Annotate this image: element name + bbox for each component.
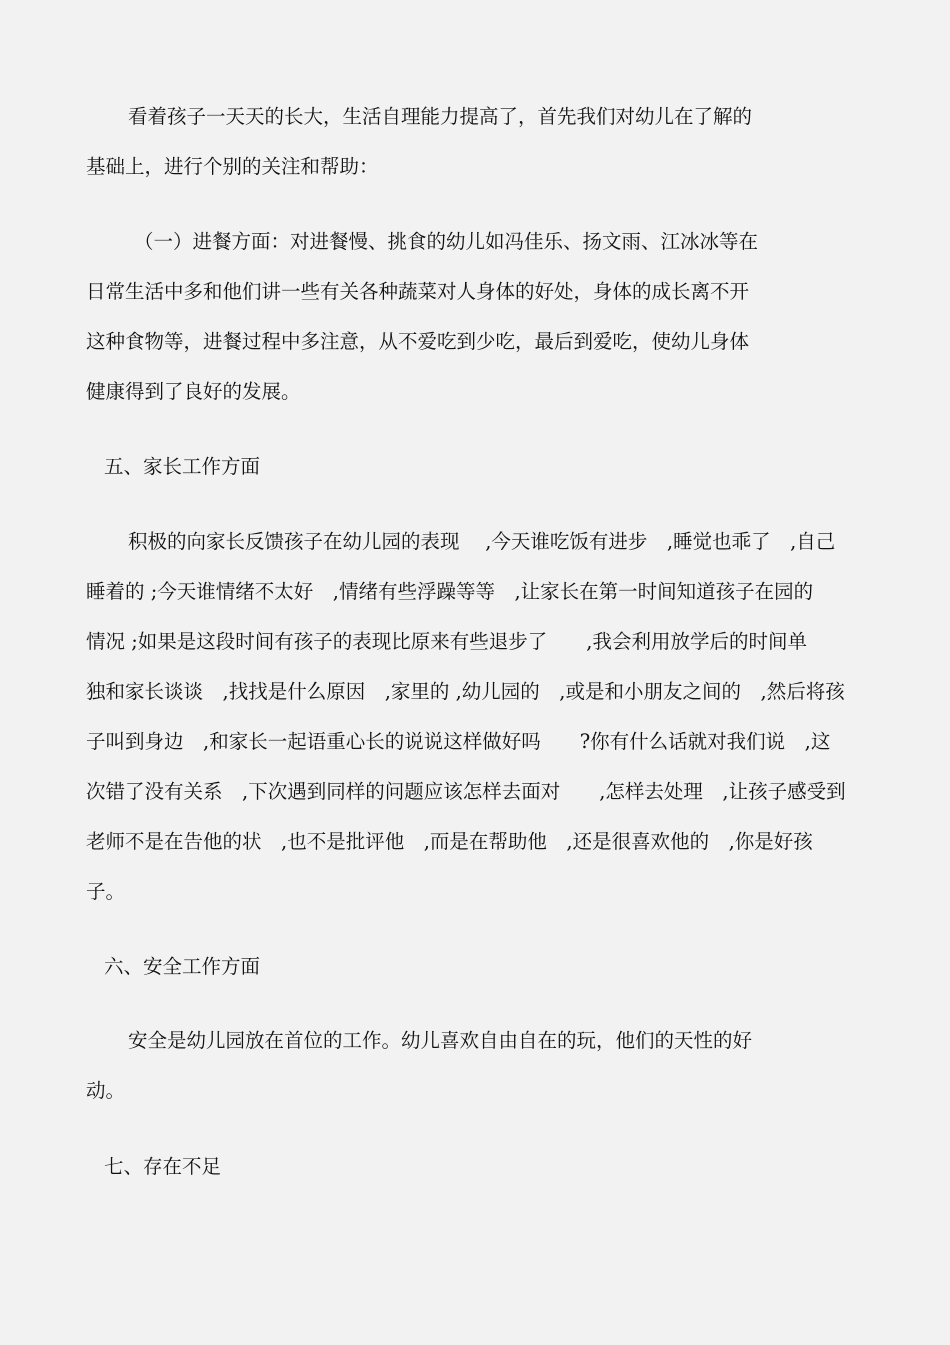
parents-line-6: 次错了没有关系 ,下次遇到同样的问题应该怎样去面对 ,怎样去处理 ,让孩子感受到 xyxy=(86,780,846,803)
section-heading-safety: 六、安全工作方面 xyxy=(104,955,261,978)
section-heading-shortcomings: 七、存在不足 xyxy=(104,1155,222,1178)
meal-line-3: 这种食物等，进餐过程中多注意，从不爱吃到少吃，最后到爱吃，使幼儿身体 xyxy=(86,330,750,353)
safety-line-1: 安全是幼儿园放在首位的工作。幼儿喜欢自由自在的玩，他们的天性的好 xyxy=(128,1029,753,1052)
intro-line-2: 基础上，进行个别的关注和帮助： xyxy=(86,155,379,178)
parents-line-8: 子。 xyxy=(86,880,126,903)
safety-line-2: 动。 xyxy=(86,1079,126,1102)
parents-line-7: 老师不是在告他的状 ,也不是批评他 ,而是在帮助他 ,还是很喜欢他的 ,你是好孩 xyxy=(86,830,813,853)
parents-line-5: 子叫到身边 ,和家长一起语重心长的说说这样做好吗 ?你有什么话就对我们说 ,这 xyxy=(86,730,831,753)
intro-line-1: 看着孩子一天天的长大，生活自理能力提高了，首先我们对幼儿在了解的 xyxy=(128,105,753,128)
parents-line-3: 情况 ;如果是这段时间有孩子的表现比原来有些退步了 ,我会利用放学后的时间单 xyxy=(86,630,807,653)
meal-line-2: 日常生活中多和他们讲一些有关各种蔬菜对人身体的好处，身体的成长离不开 xyxy=(86,280,750,303)
parents-line-2: 睡着的 ;今天谁情绪不太好 ,情绪有些浮躁等等 ,让家长在第一时间知道孩子在园的 xyxy=(86,580,814,603)
meal-line-4: 健康得到了良好的发展。 xyxy=(86,380,301,403)
section-heading-parents: 五、家长工作方面 xyxy=(104,455,261,478)
meal-line-1: （一）进餐方面：对进餐慢、挑食的幼儿如冯佳乐、扬文雨、江冰冰等在 xyxy=(134,230,759,253)
parents-line-4: 独和家长谈谈 ,找找是什么原因 ,家里的 ,幼儿园的 ,或是和小朋友之间的 ,然后将孩 xyxy=(86,680,845,703)
parents-line-1: 积极的向家长反馈孩子在幼儿园的表现 ,今天谁吃饭有进步 ,睡觉也乖了 ,自己 xyxy=(128,530,836,553)
